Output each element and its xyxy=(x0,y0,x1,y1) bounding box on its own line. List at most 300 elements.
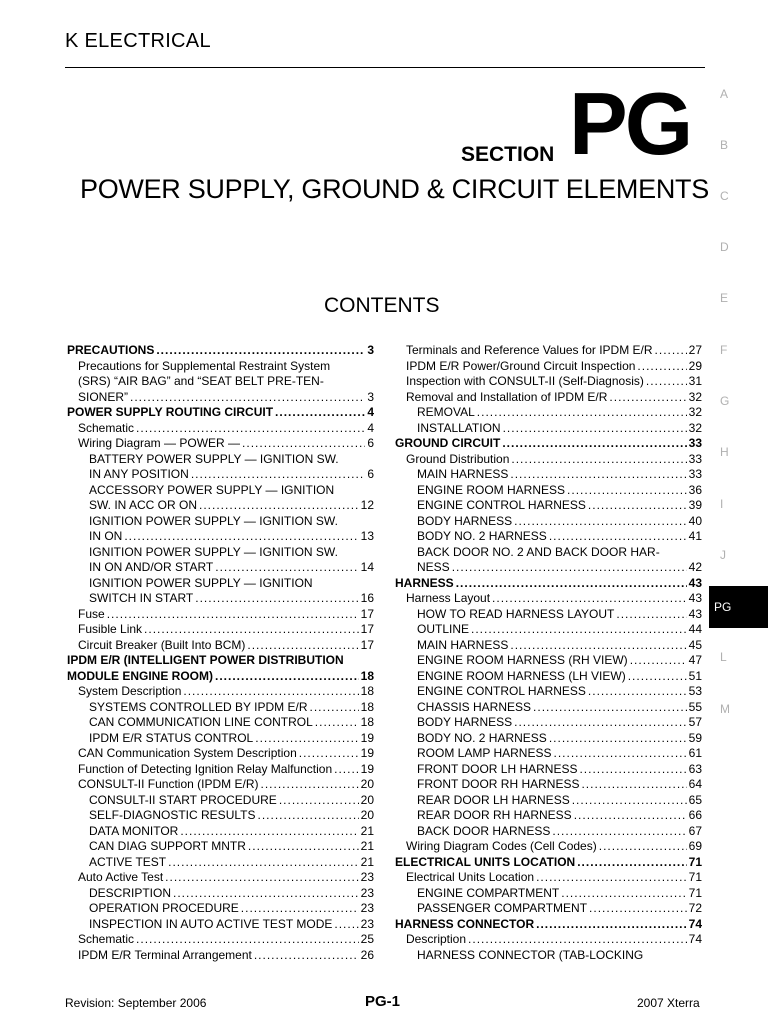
toc-entry[interactable] xyxy=(395,498,702,514)
toc-entry-page: 29 xyxy=(688,358,702,373)
header-rule xyxy=(65,67,705,68)
toc-leader-dots xyxy=(315,715,359,731)
toc-entry[interactable] xyxy=(67,715,374,731)
toc-entry-page: 47 xyxy=(688,653,702,667)
toc-leader-dots xyxy=(628,669,687,685)
toc-entry-title: IN ON xyxy=(89,529,123,543)
footer-revision: Revision: September 2006 xyxy=(65,996,207,1010)
toc-leader-dots xyxy=(536,870,687,886)
toc-entry-page: 23 xyxy=(360,916,374,931)
toc-leader-dots xyxy=(130,390,365,406)
toc-entry-page: 27 xyxy=(688,343,702,357)
side-index-letter[interactable]: F xyxy=(720,343,728,357)
toc-entry-page: 6 xyxy=(367,467,374,481)
toc-leader-dots xyxy=(510,467,686,483)
toc-entry-page: 66 xyxy=(688,808,702,822)
toc-leader-dots xyxy=(334,917,358,933)
toc-entry-page: 33 xyxy=(688,436,702,450)
toc-entry[interactable] xyxy=(395,374,702,390)
toc-entry[interactable] xyxy=(395,808,702,824)
toc-leader-dots xyxy=(549,731,687,747)
toc-entry[interactable] xyxy=(395,746,702,762)
toc-entry-title: Fusible Link xyxy=(78,622,143,636)
toc-entry-page: 19 xyxy=(360,746,374,760)
toc-entry-title: POWER SUPPLY ROUTING CIRCUIT xyxy=(67,405,274,419)
toc-entry[interactable] xyxy=(395,467,702,483)
toc-entry-page: 43 xyxy=(688,606,702,621)
toc-leader-dots xyxy=(502,436,686,452)
toc-entry-title: CONSULT-II Function (IPDM E/R) xyxy=(78,777,259,791)
toc-entry[interactable] xyxy=(67,777,374,793)
toc-entry[interactable] xyxy=(395,886,702,902)
toc-entry[interactable] xyxy=(67,746,374,762)
toc-entry-title: SW. IN ACC OR ON xyxy=(89,498,198,512)
toc-leader-dots xyxy=(549,529,687,545)
toc-entry[interactable] xyxy=(395,715,702,731)
toc-entry[interactable] xyxy=(67,886,374,902)
toc-entry[interactable] xyxy=(67,669,374,685)
toc-entry-page: 18 xyxy=(360,684,374,698)
toc-leader-dots xyxy=(503,421,687,437)
toc-entry-title: ENGINE COMPARTMENT xyxy=(417,885,560,900)
toc-entry-title: IGNITION POWER SUPPLY — IGNITION SW. xyxy=(89,544,338,559)
toc-leader-dots xyxy=(567,483,687,499)
toc-entry[interactable] xyxy=(395,529,702,545)
toc-entry-title: Fuse xyxy=(78,606,105,621)
toc-leader-dots xyxy=(581,777,686,793)
toc-entry-title: Function of Detecting Ignition Relay Malfunction xyxy=(78,761,333,776)
toc-entry[interactable] xyxy=(67,638,374,654)
toc-leader-dots xyxy=(299,746,359,762)
side-index-letter[interactable]: G xyxy=(720,394,730,408)
toc-entry-title: Precautions for Supplemental Restraint System xyxy=(78,358,331,373)
contents-right-column xyxy=(395,343,702,963)
toc-leader-dots xyxy=(173,886,359,902)
toc-leader-dots xyxy=(255,731,358,747)
toc-entry-page: 18 xyxy=(360,715,374,729)
toc-entry[interactable] xyxy=(67,514,374,530)
toc-entry-title: BODY NO. 2 HARNESS xyxy=(417,730,547,745)
toc-entry[interactable] xyxy=(395,901,702,917)
toc-entry[interactable] xyxy=(395,948,702,964)
toc-entry[interactable] xyxy=(395,870,702,886)
toc-leader-dots xyxy=(579,762,686,778)
toc-entry[interactable] xyxy=(67,421,374,437)
toc-leader-dots xyxy=(588,684,687,700)
toc-entry[interactable] xyxy=(67,870,374,886)
toc-entry-page: 26 xyxy=(360,947,374,962)
toc-entry-page: 12 xyxy=(360,498,374,512)
toc-leader-dots xyxy=(468,932,687,948)
toc-leader-dots xyxy=(510,638,686,654)
toc-leader-dots xyxy=(533,700,687,716)
header-title: K ELECTRICAL xyxy=(65,30,211,52)
side-index-letter[interactable]: I xyxy=(720,497,724,511)
toc-entry-title: BODY HARNESS xyxy=(417,513,513,528)
toc-entry[interactable] xyxy=(67,467,374,483)
toc-entry-title: OUTLINE xyxy=(417,622,470,636)
toc-entry[interactable] xyxy=(67,839,374,855)
toc-leader-dots xyxy=(536,917,687,933)
toc-entry-title: Schematic xyxy=(78,932,135,946)
toc-entry-page: 31 xyxy=(688,374,702,388)
toc-leader-dots xyxy=(514,715,687,731)
toc-entry[interactable] xyxy=(67,390,374,406)
side-index-letter[interactable]: C xyxy=(720,189,729,203)
toc-leader-dots xyxy=(107,607,359,623)
toc-entry[interactable] xyxy=(395,591,702,607)
toc-entry-title: IN ANY POSITION xyxy=(89,467,189,481)
toc-entry-title: MAIN HARNESS xyxy=(417,637,509,652)
toc-entry-page: 45 xyxy=(688,637,702,652)
toc-entry[interactable] xyxy=(395,560,702,576)
toc-entry-title: ACCESSORY POWER SUPPLY — IGNITION xyxy=(89,482,335,497)
toc-entry[interactable] xyxy=(67,917,374,933)
toc-leader-dots xyxy=(616,607,686,623)
side-index-letter[interactable]: L xyxy=(720,650,727,664)
toc-entry-page: 43 xyxy=(688,591,702,605)
toc-entry-title: IPDM E/R Terminal Arrangement xyxy=(78,947,252,962)
toc-leader-dots xyxy=(156,343,365,359)
toc-entry-page: 72 xyxy=(688,901,702,915)
toc-entry-title: Auto Active Test xyxy=(78,870,164,884)
toc-entry[interactable] xyxy=(395,731,702,747)
toc-entry-title: IPDM E/R STATUS CONTROL xyxy=(89,730,254,745)
toc-entry[interactable] xyxy=(395,545,702,561)
toc-entry-title: INSPECTION IN AUTO ACTIVE TEST MODE xyxy=(89,916,333,931)
side-index-letter[interactable]: E xyxy=(720,291,729,305)
section-title: POWER SUPPLY, GROUND & CIRCUIT ELEMENTS xyxy=(80,174,709,204)
toc-entry-title: Inspection with CONSULT-II (Self-Diagnosis) xyxy=(406,374,644,388)
toc-entry[interactable] xyxy=(67,901,374,917)
toc-leader-dots xyxy=(279,793,359,809)
toc-leader-dots xyxy=(215,560,358,576)
toc-entry-title: SIONER” xyxy=(78,389,129,404)
toc-entry-title: ENGINE ROOM HARNESS xyxy=(417,482,566,497)
toc-entry-title: DESCRIPTION xyxy=(89,885,172,900)
toc-entry-page: 36 xyxy=(688,482,702,497)
toc-leader-dots xyxy=(514,514,687,530)
toc-entry-page: 39 xyxy=(688,498,702,512)
side-index-letter[interactable]: H xyxy=(720,445,729,459)
toc-entry-page: 20 xyxy=(360,792,374,807)
toc-entry-page: 6 xyxy=(367,436,374,450)
toc-entry[interactable] xyxy=(67,731,374,747)
toc-leader-dots xyxy=(136,421,365,437)
toc-leader-dots xyxy=(561,886,686,902)
toc-entry[interactable] xyxy=(395,700,702,716)
toc-leader-dots xyxy=(180,824,358,840)
toc-entry-title: DATA MONITOR xyxy=(89,823,179,838)
toc-entry-page: 33 xyxy=(688,451,702,466)
toc-entry-page: 21 xyxy=(360,854,374,869)
toc-entry-title: INSTALLATION xyxy=(417,420,501,435)
toc-entry-title: HOW TO READ HARNESS LAYOUT xyxy=(417,606,615,621)
toc-entry-title: CAN DIAG SUPPORT MNTR xyxy=(89,839,246,853)
toc-entry-title: IPDM E/R Power/Ground Circuit Inspection xyxy=(406,358,636,373)
toc-leader-dots xyxy=(275,405,365,421)
toc-entry-title: FRONT DOOR RH HARNESS xyxy=(417,777,580,791)
toc-entry-title: CONSULT-II START PROCEDURE xyxy=(89,792,277,807)
toc-entry-page: 21 xyxy=(360,823,374,838)
toc-entry-title: ENGINE CONTROL HARNESS xyxy=(417,684,586,698)
toc-entry-page: 51 xyxy=(688,668,702,683)
toc-entry-page: 33 xyxy=(688,467,702,481)
contents-left-column xyxy=(67,343,374,963)
toc-entry-page: 20 xyxy=(360,777,374,791)
toc-entry-page: 32 xyxy=(688,405,702,419)
toc-leader-dots xyxy=(456,576,687,592)
toc-entry[interactable] xyxy=(395,343,702,359)
toc-entry[interactable] xyxy=(67,793,374,809)
toc-entry[interactable] xyxy=(395,762,702,778)
toc-entry[interactable] xyxy=(67,343,374,359)
toc-entry[interactable] xyxy=(395,917,702,933)
toc-entry-title: Removal and Installation of IPDM E/R xyxy=(406,389,608,404)
toc-entry[interactable] xyxy=(395,390,702,406)
toc-entry[interactable] xyxy=(67,855,374,871)
toc-entry[interactable] xyxy=(67,932,374,948)
toc-entry-page: 16 xyxy=(360,591,374,605)
toc-entry-title: Circuit Breaker (Built Into BCM) xyxy=(78,637,246,652)
toc-entry-title: Schematic xyxy=(78,420,135,435)
toc-leader-dots xyxy=(136,932,359,948)
toc-leader-dots xyxy=(195,591,358,607)
section-tab-active[interactable] xyxy=(709,586,768,628)
toc-entry[interactable] xyxy=(67,529,374,545)
toc-leader-dots xyxy=(168,855,359,871)
toc-entry-title: ENGINE ROOM HARNESS (RH VIEW) xyxy=(417,653,628,667)
section-label: SECTION xyxy=(461,143,555,166)
toc-entry-title: REAR DOOR LH HARNESS xyxy=(417,792,570,807)
toc-entry[interactable] xyxy=(395,622,702,638)
toc-entry-page: 32 xyxy=(688,389,702,404)
toc-entry[interactable] xyxy=(395,669,702,685)
toc-entry-title: IGNITION POWER SUPPLY — IGNITION xyxy=(89,575,313,590)
toc-entry-page: 23 xyxy=(360,870,374,884)
toc-entry-title: REAR DOOR RH HARNESS xyxy=(417,808,572,822)
toc-entry-page: 3 xyxy=(367,389,374,404)
toc-leader-dots xyxy=(248,839,359,855)
toc-entry-page: 40 xyxy=(688,513,702,528)
toc-entry[interactable] xyxy=(395,607,702,623)
toc-entry[interactable] xyxy=(395,452,702,468)
toc-leader-dots xyxy=(655,343,687,359)
toc-entry-page: 20 xyxy=(360,808,374,822)
toc-leader-dots xyxy=(124,529,358,545)
toc-entry-title: MAIN HARNESS xyxy=(417,467,509,481)
toc-entry[interactable] xyxy=(395,421,702,437)
toc-entry-title: Wiring Diagram — POWER — xyxy=(78,436,241,450)
toc-entry-title: BACK DOOR HARNESS xyxy=(417,823,551,838)
toc-leader-dots xyxy=(477,405,687,421)
toc-entry-page: 67 xyxy=(688,823,702,838)
toc-entry-page: 32 xyxy=(688,420,702,435)
toc-leader-dots xyxy=(572,793,687,809)
toc-entry-title: HARNESS CONNECTOR xyxy=(395,916,535,931)
toc-leader-dots xyxy=(553,746,686,762)
toc-entry-page: 23 xyxy=(360,885,374,900)
toc-entry-page: 44 xyxy=(688,622,702,636)
toc-entry-page: 43 xyxy=(688,575,702,590)
toc-entry[interactable] xyxy=(395,839,702,855)
toc-entry[interactable] xyxy=(67,560,374,576)
toc-entry-title: PRECAUTIONS xyxy=(67,343,155,357)
toc-leader-dots xyxy=(254,948,359,964)
toc-entry[interactable] xyxy=(67,436,374,452)
toc-entry[interactable] xyxy=(67,405,374,421)
toc-entry-title: Ground Distribution xyxy=(406,451,510,466)
toc-entry[interactable] xyxy=(395,483,702,499)
toc-entry-title: HARNESS CONNECTOR (TAB-LOCKING xyxy=(417,947,644,962)
toc-entry-page: 18 xyxy=(360,699,374,714)
toc-entry-title: REMOVAL xyxy=(417,405,475,419)
toc-entry[interactable] xyxy=(67,498,374,514)
toc-leader-dots xyxy=(637,359,686,375)
toc-entry[interactable] xyxy=(67,452,374,468)
toc-entry-title: ELECTRICAL UNITS LOCATION xyxy=(395,854,576,869)
toc-entry[interactable] xyxy=(395,436,702,452)
toc-entry-page: 13 xyxy=(360,529,374,543)
toc-entry[interactable] xyxy=(67,545,374,561)
toc-entry[interactable] xyxy=(67,808,374,824)
toc-entry-title: SWITCH IN START xyxy=(89,591,194,605)
toc-entry-title: IPDM E/R (INTELLIGENT POWER DISTRIBUTION xyxy=(67,653,344,667)
toc-leader-dots xyxy=(452,560,687,576)
toc-entry-title: CAN COMMUNICATION LINE CONTROL xyxy=(89,715,313,729)
toc-leader-dots xyxy=(588,498,687,514)
toc-entry-title: ENGINE ROOM HARNESS (LH VIEW) xyxy=(417,668,626,683)
contents-heading: CONTENTS xyxy=(324,294,440,317)
toc-entry-title: ENGINE CONTROL HARNESS xyxy=(417,498,586,512)
toc-entry-page: 74 xyxy=(688,932,702,946)
toc-entry-page: 71 xyxy=(688,885,702,900)
toc-entry-title: Harness Layout xyxy=(406,591,491,605)
toc-entry-page: 4 xyxy=(367,420,374,435)
toc-entry[interactable] xyxy=(67,576,374,592)
toc-entry[interactable] xyxy=(67,948,374,964)
toc-leader-dots xyxy=(310,700,359,716)
toc-entry-page: 69 xyxy=(688,839,702,853)
toc-leader-dots xyxy=(471,622,687,638)
toc-entry-title: SYSTEMS CONTROLLED BY IPDM E/R xyxy=(89,699,308,714)
toc-entry-title: IN ON AND/OR START xyxy=(89,560,214,574)
side-index-letter[interactable]: M xyxy=(720,702,730,716)
toc-entry-title: CAN Communication System Description xyxy=(78,746,297,760)
toc-leader-dots xyxy=(242,436,365,452)
toc-entry[interactable] xyxy=(67,483,374,499)
toc-entry-page: 61 xyxy=(688,746,702,760)
toc-entry[interactable] xyxy=(67,591,374,607)
toc-leader-dots xyxy=(646,374,687,390)
toc-entry[interactable] xyxy=(67,359,374,375)
toc-entry[interactable] xyxy=(67,622,374,638)
footer-model: 2007 Xterra xyxy=(637,996,700,1010)
toc-leader-dots xyxy=(183,684,358,700)
toc-entry[interactable] xyxy=(67,653,374,669)
toc-entry-title: System Description xyxy=(78,684,182,698)
toc-entry-page: 21 xyxy=(360,839,374,853)
side-index-letter[interactable]: B xyxy=(720,138,729,152)
toc-entry[interactable] xyxy=(67,607,374,623)
toc-entry[interactable] xyxy=(67,374,374,390)
toc-entry-page: 55 xyxy=(688,699,702,714)
toc-entry-title: BODY HARNESS xyxy=(417,715,513,729)
toc-entry[interactable] xyxy=(395,576,702,592)
toc-entry-page: 42 xyxy=(688,560,702,574)
side-index-letter[interactable]: D xyxy=(720,240,729,254)
toc-leader-dots xyxy=(574,808,687,824)
toc-entry[interactable] xyxy=(67,700,374,716)
toc-entry-title: PASSENGER COMPARTMENT xyxy=(417,901,588,915)
toc-entry[interactable] xyxy=(395,514,702,530)
toc-entry[interactable] xyxy=(395,932,702,948)
footer-page-number: PG-1 xyxy=(365,993,401,1010)
toc-leader-dots xyxy=(165,870,358,886)
toc-entry-title: IGNITION POWER SUPPLY — IGNITION SW. xyxy=(89,513,338,528)
side-index-letter[interactable]: J xyxy=(720,548,726,562)
toc-leader-dots xyxy=(241,901,359,917)
toc-leader-dots xyxy=(589,901,687,917)
toc-leader-dots xyxy=(257,808,358,824)
toc-entry-page: 3 xyxy=(367,343,374,357)
side-index-letter[interactable]: A xyxy=(720,87,729,101)
toc-entry-page: 17 xyxy=(360,637,374,652)
toc-entry-page: 53 xyxy=(688,684,702,698)
toc-entry-page: 63 xyxy=(688,761,702,776)
toc-entry-title: ACTIVE TEST xyxy=(89,854,167,869)
toc-entry-title: Description xyxy=(406,932,467,946)
toc-leader-dots xyxy=(492,591,687,607)
section-tab-label: PG xyxy=(714,600,732,614)
toc-entry[interactable] xyxy=(395,359,702,375)
toc-leader-dots xyxy=(215,669,359,685)
toc-entry-title: NESS xyxy=(417,560,450,574)
toc-entry[interactable] xyxy=(395,653,702,669)
toc-leader-dots xyxy=(630,653,687,669)
toc-entry-page: 4 xyxy=(367,405,374,419)
toc-entry-page: 65 xyxy=(688,792,702,807)
toc-entry[interactable] xyxy=(67,762,374,778)
toc-entry-page: 64 xyxy=(688,777,702,791)
toc-entry-title: GROUND CIRCUIT xyxy=(395,436,501,450)
toc-entry-title: MODULE ENGINE ROOM) xyxy=(67,668,213,683)
toc-entry-title: HARNESS xyxy=(395,575,454,590)
toc-leader-dots xyxy=(334,762,359,778)
toc-entry-page: 57 xyxy=(688,715,702,729)
toc-entry-page: 18 xyxy=(360,668,374,683)
toc-entry-title: BATTERY POWER SUPPLY — IGNITION SW. xyxy=(89,451,339,466)
section-code: PG xyxy=(569,74,691,173)
toc-entry[interactable] xyxy=(67,824,374,840)
toc-entry-page: 59 xyxy=(688,730,702,745)
toc-leader-dots xyxy=(609,390,686,406)
toc-entry-title: Wiring Diagram Codes (Cell Codes) xyxy=(406,839,597,853)
toc-entry-title: OPERATION PROCEDURE xyxy=(89,901,239,915)
toc-entry[interactable] xyxy=(395,855,702,871)
toc-entry[interactable] xyxy=(395,824,702,840)
toc-entry[interactable] xyxy=(395,777,702,793)
toc-entry-title: FRONT DOOR LH HARNESS xyxy=(417,761,578,776)
toc-entry[interactable] xyxy=(395,793,702,809)
toc-entry[interactable] xyxy=(395,638,702,654)
toc-entry[interactable] xyxy=(67,684,374,700)
toc-entry-title: ROOM LAMP HARNESS xyxy=(417,746,552,760)
toc-entry-title: Electrical Units Location xyxy=(406,870,535,884)
toc-entry[interactable] xyxy=(395,405,702,421)
toc-leader-dots xyxy=(577,855,686,871)
toc-entry[interactable] xyxy=(395,684,702,700)
